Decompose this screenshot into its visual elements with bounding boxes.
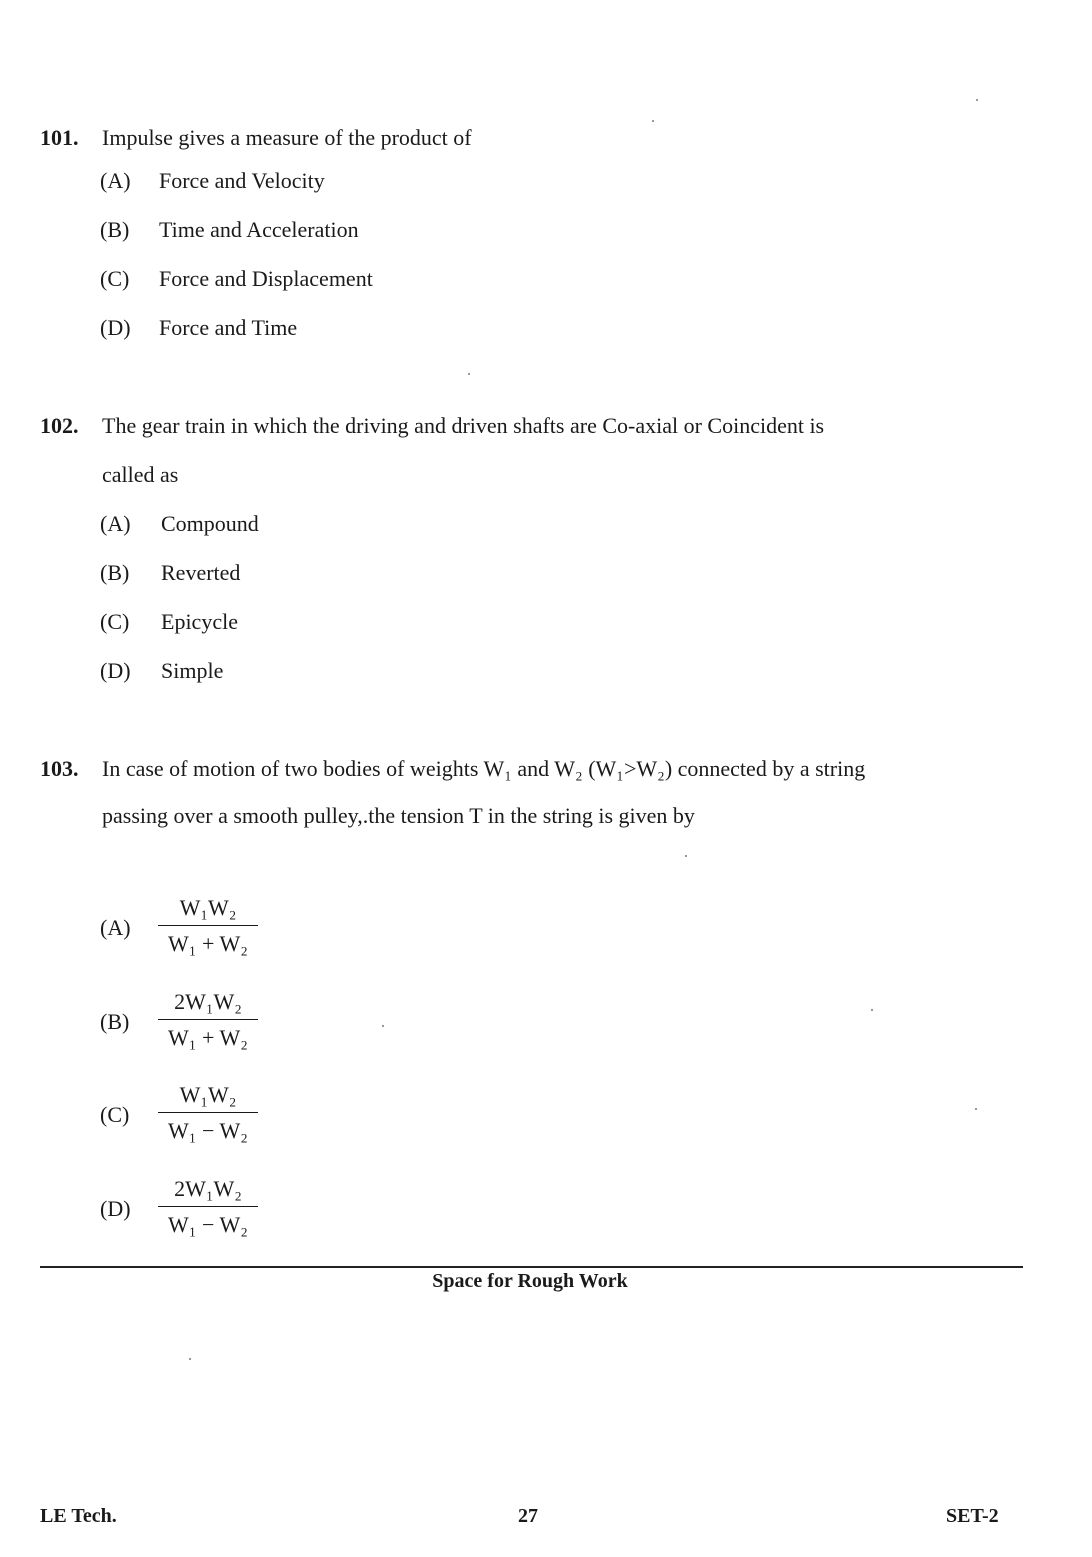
question-text-line2: passing over a smooth pulley,.the tension T in the string is given by: [102, 803, 695, 828]
fraction: [158, 987, 258, 1053]
option-label: (B): [100, 217, 130, 242]
option-text: Force and Velocity: [159, 168, 325, 193]
question-text: Impulse gives a measure of the product of: [102, 125, 472, 150]
fraction-numerator: W₁W₂: [179, 1082, 237, 1107]
question-101: [40, 125, 1030, 355]
divider-rule: [40, 1266, 1023, 1268]
scan-speck: [871, 1009, 873, 1011]
question-text-line1: The gear train in which the driving and driven shafts are Co-axial or Coincident is: [102, 413, 825, 438]
option-text: Simple: [161, 658, 224, 683]
fraction-numerator: 2W₁W₂: [174, 1176, 242, 1201]
fraction-numerator: 2W₁W₂: [174, 989, 242, 1014]
option-label: (B): [100, 560, 130, 585]
option-text: Epicycle: [161, 609, 238, 634]
fraction-bar: [158, 1112, 258, 1113]
option-b: [100, 987, 300, 1057]
option-label: (D): [100, 658, 131, 683]
fraction-denominator: W₁ + W₂: [168, 1025, 248, 1050]
fraction-denominator: W₁ − W₂: [168, 1118, 248, 1143]
scan-speck: [382, 1025, 384, 1027]
fraction: [158, 1174, 258, 1240]
question-text-line1: In case of motion of two bodies of weights W₁ and W₂ (W₁>W₂) connected by a string: [102, 756, 866, 781]
footer-left: LE Tech.: [40, 1505, 117, 1527]
scan-speck: [685, 855, 687, 857]
scan-speck: [189, 1358, 191, 1360]
option-a: [100, 893, 300, 963]
question-text-line2: called as: [102, 462, 179, 487]
fraction-numerator: W₁W₂: [179, 895, 237, 920]
option-label: (D): [100, 315, 131, 340]
question-102: [40, 413, 1030, 703]
footer-right: SET-2: [946, 1505, 999, 1527]
question-number: 102.: [40, 413, 79, 438]
option-label: (B): [100, 1009, 130, 1034]
option-label: (A): [100, 168, 131, 193]
option-text: Compound: [161, 511, 259, 536]
scan-speck: [976, 99, 978, 101]
question-number: 101.: [40, 125, 79, 150]
option-d: [100, 1174, 300, 1244]
scan-speck: [975, 1108, 977, 1110]
fraction-denominator: W₁ + W₂: [168, 931, 248, 956]
page-number: 27: [518, 1505, 538, 1527]
option-label: (A): [100, 915, 131, 940]
option-text: Reverted: [161, 560, 241, 585]
fraction: [158, 893, 258, 959]
rough-work-heading: Space for Rough Work: [432, 1270, 628, 1292]
option-text: Force and Time: [159, 315, 298, 340]
fraction-bar: [158, 1206, 258, 1207]
fraction: [158, 1080, 258, 1146]
fraction-bar: [158, 1019, 258, 1020]
option-label: (C): [100, 609, 130, 634]
scan-speck: [652, 120, 654, 122]
option-label: (C): [100, 266, 130, 291]
scan-speck: [468, 373, 470, 375]
fraction-denominator: W₁ − W₂: [168, 1212, 248, 1237]
question-103: [40, 756, 1030, 828]
question-number: 103.: [40, 756, 79, 781]
option-text: Time and Acceleration: [159, 217, 359, 242]
option-c: [100, 1080, 300, 1150]
option-label: (C): [100, 1102, 130, 1127]
option-label: (A): [100, 511, 131, 536]
option-text: Force and Displacement: [159, 266, 373, 291]
fraction-bar: [158, 925, 258, 926]
option-label: (D): [100, 1196, 131, 1221]
